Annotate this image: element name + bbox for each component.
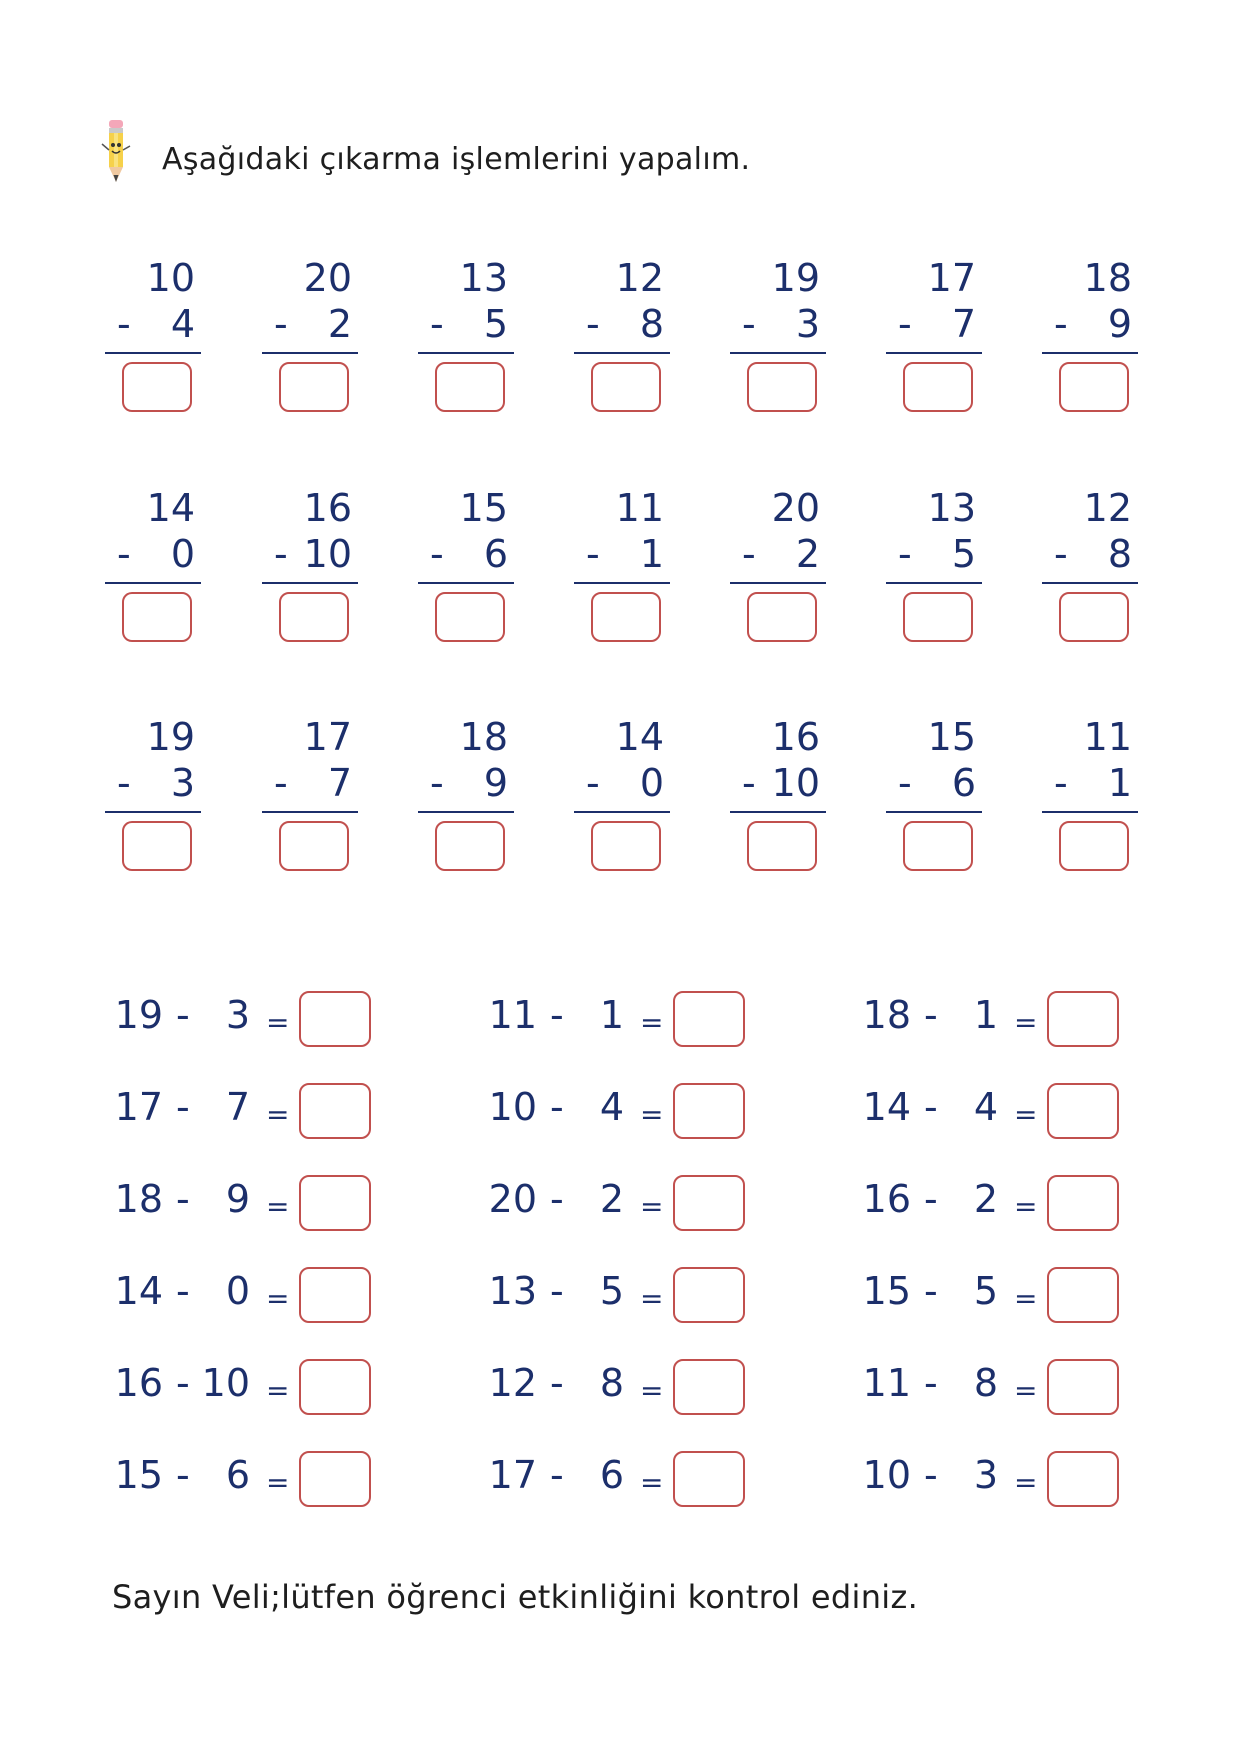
minus-sign: - xyxy=(924,1361,938,1405)
equals-sign: = xyxy=(640,1466,664,1499)
answer-box[interactable] xyxy=(1047,1267,1119,1323)
minus-sign: - xyxy=(176,1177,190,1221)
minuend: 19 xyxy=(114,993,163,1037)
equals-sign: = xyxy=(640,1098,664,1131)
subtrahend: 8 xyxy=(599,1361,624,1405)
minus-sign: - xyxy=(924,1269,938,1313)
answer-rule xyxy=(1042,811,1138,813)
minus-sign: - xyxy=(176,1453,190,1497)
equals-sign: = xyxy=(1014,1190,1038,1223)
minus-sign: - xyxy=(274,761,288,805)
answer-box[interactable] xyxy=(903,592,973,642)
vertical-problem xyxy=(262,714,358,864)
answer-box[interactable] xyxy=(1059,821,1129,871)
answer-box[interactable] xyxy=(1059,362,1129,412)
answer-box[interactable] xyxy=(1047,1451,1119,1507)
minuend: 18 xyxy=(114,1177,163,1221)
answer-box[interactable] xyxy=(591,592,661,642)
subtrahend: 10 xyxy=(201,1361,250,1405)
horizontal-problem xyxy=(442,1171,782,1231)
answer-rule xyxy=(886,352,982,354)
equals-sign: = xyxy=(640,1282,664,1315)
answer-box[interactable] xyxy=(1047,1175,1119,1231)
answer-box[interactable] xyxy=(1047,1359,1119,1415)
answer-box[interactable] xyxy=(435,821,505,871)
minuend: 16 xyxy=(862,1177,911,1221)
answer-box[interactable] xyxy=(673,1175,745,1231)
subtrahend: 1 xyxy=(1107,761,1132,805)
vertical-problem xyxy=(574,255,670,405)
subtrahend: 7 xyxy=(951,302,976,346)
answer-box[interactable] xyxy=(299,991,371,1047)
answer-box[interactable] xyxy=(673,1451,745,1507)
minuend: 11 xyxy=(862,1361,911,1405)
minus-sign: - xyxy=(430,532,444,576)
minuend: 19 xyxy=(146,715,195,759)
minus-sign: - xyxy=(742,532,756,576)
equals-sign: = xyxy=(640,1190,664,1223)
minuend: 10 xyxy=(862,1453,911,1497)
subtrahend: 2 xyxy=(973,1177,998,1221)
answer-box[interactable] xyxy=(747,821,817,871)
answer-box[interactable] xyxy=(673,1083,745,1139)
subtrahend: 3 xyxy=(795,302,820,346)
equals-sign: = xyxy=(1014,1098,1038,1131)
answer-rule xyxy=(886,811,982,813)
minus-sign: - xyxy=(117,302,131,346)
minus-sign: - xyxy=(898,532,912,576)
subtrahend: 2 xyxy=(599,1177,624,1221)
minus-sign: - xyxy=(586,532,600,576)
subtrahend: 0 xyxy=(639,761,664,805)
subtrahend: 7 xyxy=(225,1085,250,1129)
answer-rule xyxy=(105,811,201,813)
answer-box[interactable] xyxy=(299,1267,371,1323)
subtrahend: 9 xyxy=(225,1177,250,1221)
answer-rule xyxy=(418,811,514,813)
vertical-problem xyxy=(886,485,982,635)
answer-box[interactable] xyxy=(122,821,192,871)
answer-box[interactable] xyxy=(299,1083,371,1139)
minus-sign: - xyxy=(274,532,288,576)
minuend: 16 xyxy=(303,486,352,530)
minus-sign: - xyxy=(586,302,600,346)
minus-sign: - xyxy=(898,761,912,805)
subtrahend: 8 xyxy=(1107,532,1132,576)
answer-rule xyxy=(105,582,201,584)
subtrahend: 4 xyxy=(973,1085,998,1129)
horizontal-problem xyxy=(442,987,782,1047)
answer-box[interactable] xyxy=(591,362,661,412)
minus-sign: - xyxy=(924,1085,938,1129)
minus-sign: - xyxy=(550,1177,564,1221)
minuend: 15 xyxy=(862,1269,911,1313)
answer-box[interactable] xyxy=(279,821,349,871)
equals-sign: = xyxy=(266,1190,290,1223)
subtrahend: 7 xyxy=(327,761,352,805)
vertical-problem xyxy=(418,485,514,635)
minuend: 16 xyxy=(771,715,820,759)
vertical-problem xyxy=(574,714,670,864)
horizontal-problem xyxy=(442,1079,782,1139)
answer-rule xyxy=(105,352,201,354)
answer-rule xyxy=(1042,352,1138,354)
answer-box[interactable] xyxy=(279,592,349,642)
worksheet-title: Aşağıdaki çıkarma işlemlerini yapalım. xyxy=(162,141,751,177)
subtrahend: 9 xyxy=(1107,302,1132,346)
answer-box[interactable] xyxy=(747,362,817,412)
answer-box[interactable] xyxy=(747,592,817,642)
answer-box[interactable] xyxy=(1047,1083,1119,1139)
subtrahend: 10 xyxy=(771,761,820,805)
answer-rule xyxy=(574,582,670,584)
minuend: 17 xyxy=(488,1453,537,1497)
vertical-problem xyxy=(730,485,826,635)
answer-box[interactable] xyxy=(903,362,973,412)
horizontal-problem xyxy=(68,1079,408,1139)
minuend: 14 xyxy=(862,1085,911,1129)
minuend: 13 xyxy=(488,1269,537,1313)
subtrahend: 6 xyxy=(225,1453,250,1497)
horizontal-problem xyxy=(816,987,1156,1047)
pencil-mascot-icon xyxy=(100,118,132,186)
minuend: 17 xyxy=(927,256,976,300)
minuend: 13 xyxy=(927,486,976,530)
minuend: 14 xyxy=(146,486,195,530)
minus-sign: - xyxy=(924,993,938,1037)
equals-sign: = xyxy=(640,1006,664,1039)
minuend: 14 xyxy=(615,715,664,759)
answer-box[interactable] xyxy=(299,1359,371,1415)
subtrahend: 4 xyxy=(170,302,195,346)
equals-sign: = xyxy=(1014,1006,1038,1039)
minuend: 13 xyxy=(459,256,508,300)
minuend: 15 xyxy=(459,486,508,530)
minuend: 16 xyxy=(114,1361,163,1405)
answer-box[interactable] xyxy=(673,1267,745,1323)
subtrahend: 6 xyxy=(599,1453,624,1497)
minuend: 10 xyxy=(488,1085,537,1129)
minus-sign: - xyxy=(550,1453,564,1497)
minus-sign: - xyxy=(550,1085,564,1129)
subtrahend: 5 xyxy=(973,1269,998,1313)
answer-box[interactable] xyxy=(1059,592,1129,642)
answer-box[interactable] xyxy=(903,821,973,871)
answer-box[interactable] xyxy=(299,1451,371,1507)
subtrahend: 8 xyxy=(973,1361,998,1405)
vertical-problem xyxy=(730,714,826,864)
subtrahend: 5 xyxy=(599,1269,624,1313)
answer-rule xyxy=(262,811,358,813)
minuend: 19 xyxy=(771,256,820,300)
equals-sign: = xyxy=(640,1374,664,1407)
equals-sign: = xyxy=(1014,1374,1038,1407)
answer-rule xyxy=(574,352,670,354)
minuend: 14 xyxy=(114,1269,163,1313)
equals-sign: = xyxy=(266,1374,290,1407)
subtrahend: 10 xyxy=(303,532,352,576)
minuend: 12 xyxy=(615,256,664,300)
vertical-problem xyxy=(730,255,826,405)
answer-rule xyxy=(886,582,982,584)
horizontal-problem xyxy=(816,1355,1156,1415)
vertical-problem xyxy=(418,255,514,405)
answer-rule xyxy=(730,352,826,354)
vertical-problem xyxy=(262,485,358,635)
horizontal-problem xyxy=(68,1171,408,1231)
vertical-problem xyxy=(886,255,982,405)
minus-sign: - xyxy=(924,1177,938,1221)
minus-sign: - xyxy=(430,302,444,346)
minus-sign: - xyxy=(176,993,190,1037)
answer-box[interactable] xyxy=(673,991,745,1047)
minuend: 20 xyxy=(488,1177,537,1221)
horizontal-problem xyxy=(816,1447,1156,1507)
minuend: 11 xyxy=(615,486,664,530)
subtrahend: 1 xyxy=(639,532,664,576)
minuend: 20 xyxy=(303,256,352,300)
vertical-problem xyxy=(886,714,982,864)
minus-sign: - xyxy=(176,1361,190,1405)
vertical-problem xyxy=(105,485,201,635)
answer-rule xyxy=(574,811,670,813)
equals-sign: = xyxy=(1014,1282,1038,1315)
answer-box[interactable] xyxy=(435,362,505,412)
vertical-problem xyxy=(1042,255,1138,405)
minuend: 11 xyxy=(1083,715,1132,759)
subtrahend: 3 xyxy=(973,1453,998,1497)
minus-sign: - xyxy=(550,993,564,1037)
vertical-problem xyxy=(1042,714,1138,864)
minus-sign: - xyxy=(898,302,912,346)
minuend: 12 xyxy=(488,1361,537,1405)
answer-box[interactable] xyxy=(122,592,192,642)
minuend: 17 xyxy=(114,1085,163,1129)
vertical-problem xyxy=(262,255,358,405)
vertical-problem xyxy=(105,255,201,405)
minus-sign: - xyxy=(550,1361,564,1405)
horizontal-problem xyxy=(442,1263,782,1323)
minus-sign: - xyxy=(586,761,600,805)
minus-sign: - xyxy=(1054,761,1068,805)
minuend: 15 xyxy=(927,715,976,759)
horizontal-problem xyxy=(442,1355,782,1415)
worksheet-header xyxy=(100,118,750,186)
answer-box[interactable] xyxy=(299,1175,371,1231)
answer-rule xyxy=(262,352,358,354)
answer-rule xyxy=(418,352,514,354)
minuend: 18 xyxy=(862,993,911,1037)
vertical-problem xyxy=(574,485,670,635)
subtrahend: 3 xyxy=(170,761,195,805)
minuend: 12 xyxy=(1083,486,1132,530)
minus-sign: - xyxy=(924,1453,938,1497)
minus-sign: - xyxy=(176,1085,190,1129)
equals-sign: = xyxy=(266,1282,290,1315)
answer-box[interactable] xyxy=(591,821,661,871)
minus-sign: - xyxy=(117,761,131,805)
horizontal-problem xyxy=(816,1263,1156,1323)
horizontal-problem xyxy=(68,1355,408,1415)
equals-sign: = xyxy=(266,1006,290,1039)
minus-sign: - xyxy=(742,761,756,805)
minuend: 15 xyxy=(114,1453,163,1497)
subtrahend: 6 xyxy=(951,761,976,805)
answer-rule xyxy=(418,582,514,584)
minus-sign: - xyxy=(117,532,131,576)
equals-sign: = xyxy=(266,1466,290,1499)
minus-sign: - xyxy=(176,1269,190,1313)
subtrahend: 9 xyxy=(483,761,508,805)
subtrahend: 2 xyxy=(795,532,820,576)
horizontal-problem xyxy=(816,1079,1156,1139)
minuend: 10 xyxy=(146,256,195,300)
vertical-problem xyxy=(1042,485,1138,635)
minus-sign: - xyxy=(274,302,288,346)
subtrahend: 0 xyxy=(170,532,195,576)
minus-sign: - xyxy=(742,302,756,346)
subtrahend: 6 xyxy=(483,532,508,576)
vertical-problem xyxy=(418,714,514,864)
subtrahend: 2 xyxy=(327,302,352,346)
horizontal-problem xyxy=(68,1447,408,1507)
answer-box[interactable] xyxy=(1047,991,1119,1047)
minuend: 11 xyxy=(488,993,537,1037)
answer-rule xyxy=(730,811,826,813)
equals-sign: = xyxy=(1014,1466,1038,1499)
horizontal-problem xyxy=(442,1447,782,1507)
horizontal-problem xyxy=(816,1171,1156,1231)
vertical-problem xyxy=(105,714,201,864)
minus-sign: - xyxy=(1054,302,1068,346)
answer-rule xyxy=(1042,582,1138,584)
horizontal-problem xyxy=(68,987,408,1047)
answer-rule xyxy=(730,582,826,584)
subtrahend: 1 xyxy=(599,993,624,1037)
subtrahend: 4 xyxy=(599,1085,624,1129)
minus-sign: - xyxy=(550,1269,564,1313)
subtrahend: 5 xyxy=(951,532,976,576)
answer-box[interactable] xyxy=(122,362,192,412)
subtrahend: 3 xyxy=(225,993,250,1037)
minuend: 17 xyxy=(303,715,352,759)
answer-rule xyxy=(262,582,358,584)
minus-sign: - xyxy=(430,761,444,805)
answer-box[interactable] xyxy=(279,362,349,412)
equals-sign: = xyxy=(266,1098,290,1131)
minus-sign: - xyxy=(1054,532,1068,576)
horizontal-problem xyxy=(68,1263,408,1323)
parent-note: Sayın Veli;lütfen öğrenci etkinliğini kontrol ediniz. xyxy=(112,1578,919,1616)
answer-box[interactable] xyxy=(673,1359,745,1415)
subtrahend: 1 xyxy=(973,993,998,1037)
subtrahend: 5 xyxy=(483,302,508,346)
minuend: 18 xyxy=(459,715,508,759)
minuend: 18 xyxy=(1083,256,1132,300)
answer-box[interactable] xyxy=(435,592,505,642)
minuend: 20 xyxy=(771,486,820,530)
subtrahend: 8 xyxy=(639,302,664,346)
subtrahend: 0 xyxy=(225,1269,250,1313)
